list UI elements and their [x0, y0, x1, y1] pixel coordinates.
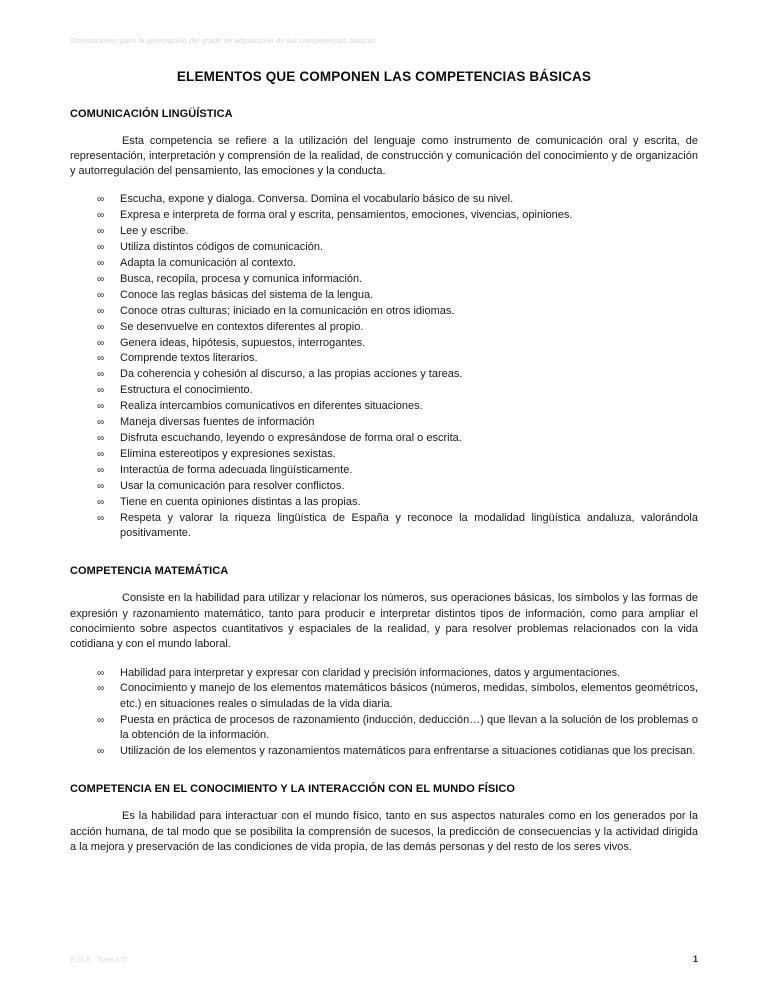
- list-item: [70, 431, 698, 446]
- list-item-label: Habilidad para interpretar y expresar con claridad y precisión informaciones, datos y argumentaciones.: [120, 666, 621, 679]
- infinity-bullet-icon: ∞: [97, 385, 105, 397]
- list-item-label: Conoce las reglas básicas del sistema de la lengua.: [120, 288, 374, 301]
- list-item-label: Comprende textos literarios.: [120, 352, 258, 365]
- infinity-bullet-icon: ∞: [97, 273, 105, 285]
- list-item: [70, 367, 698, 382]
- list-item: [70, 351, 698, 366]
- list-item-label: Maneja diversas fuentes de información: [120, 416, 315, 429]
- infinity-bullet-icon: ∞: [97, 714, 105, 726]
- list-item-label: Conoce otras culturas; iniciado en la comunicación en otros idiomas.: [120, 304, 455, 317]
- list-item-label: Adapta la comunicación al contexto.: [120, 257, 297, 270]
- list-item-label: Da coherencia y cohesión al discurso, a las propias acciones y tareas.: [120, 368, 463, 381]
- list-item-label: Genera ideas, hipótesis, supuestos, interrogantes.: [120, 336, 366, 349]
- infinity-bullet-icon: ∞: [97, 683, 105, 695]
- infinity-bullet-icon: ∞: [97, 746, 105, 758]
- infinity-bullet-icon: ∞: [97, 242, 105, 254]
- list-item: [70, 192, 698, 207]
- list-item-label: Utiliza distintos códigos de comunicación.: [120, 241, 323, 254]
- infinity-bullet-icon: ∞: [97, 417, 105, 429]
- footer-organization-label: E.O.E. "Sierra II": [70, 955, 129, 964]
- list-item: [70, 713, 698, 744]
- list-item: [70, 224, 698, 239]
- footer-page-number: 1: [692, 954, 698, 964]
- infinity-bullet-icon: ∞: [97, 401, 105, 413]
- list-item: [70, 399, 698, 414]
- list-item-label: Disfruta escuchando, leyendo o expresándose de forma oral o escrita.: [120, 431, 462, 444]
- list-item-label: Utilización de los elementos y razonamientos matemáticos para enfrentarse a situaciones cotidianas que los precisan.: [120, 745, 696, 758]
- list-item: [70, 320, 698, 335]
- list-item: [70, 511, 698, 542]
- infinity-bullet-icon: ∞: [97, 321, 105, 333]
- list-item-label: Respeta y valorar la riqueza lingüística de España y reconoce la modalidad lingüística andaluza, valorándola positivamente.: [120, 511, 698, 539]
- section-heading-conocimiento-interaccion-mundo-fisico: COMPETENCIA EN EL CONOCIMIENTO Y LA INTERACCIÓN CON EL MUNDO FÍSICO: [70, 783, 515, 796]
- bullet-list-competencia-matematica: [70, 666, 698, 760]
- list-item: [70, 304, 698, 319]
- list-item: [70, 208, 698, 223]
- list-item-label: Estructura el conocimiento.: [120, 384, 253, 397]
- list-item: [70, 415, 698, 430]
- list-item: [70, 666, 698, 681]
- infinity-bullet-icon: ∞: [97, 448, 105, 460]
- infinity-bullet-icon: ∞: [97, 464, 105, 476]
- infinity-bullet-icon: ∞: [97, 337, 105, 349]
- list-item: [70, 681, 698, 712]
- list-item: [70, 383, 698, 398]
- list-item: [70, 256, 698, 271]
- list-item-label: Realiza intercambios comunicativos en diferentes situaciones.: [120, 400, 423, 413]
- infinity-bullet-icon: ∞: [97, 226, 105, 238]
- page-title: ELEMENTOS QUE COMPONEN LAS COMPETENCIAS BÁSICAS: [176, 68, 592, 84]
- list-item: [70, 744, 698, 759]
- list-item: [70, 447, 698, 462]
- list-item: [70, 336, 698, 351]
- infinity-bullet-icon: ∞: [97, 667, 105, 679]
- infinity-bullet-icon: ∞: [97, 194, 105, 206]
- list-item-label: Expresa e interpreta de forma oral y escrita, pensamientos, emociones, vivencias, opiniones.: [120, 209, 573, 222]
- section-paragraph-competencia-matematica: Consiste en la habilidad para utilizar y relacionar los números, sus operaciones básicas, los símbolos y las formas de expresión y razonamiento matemático, tanto para producir e interpretar distintos tipos de información, como para ampliar el conocimiento sobre aspectos cuantitativos y espaciales de la realidad, y para resolver problemas relacionados con la vida cotidiana y con el mundo laboral.: [70, 592, 698, 651]
- infinity-bullet-icon: ∞: [97, 305, 105, 317]
- list-item-label: Conocimiento y manejo de los elementos matemáticos básicos (números, medidas, símbolos, elementos geométricos, etc.) en situaciones reales o simuladas de la vida diaria.: [120, 682, 698, 710]
- section-paragraph-conocimiento-interaccion-mundo-fisico: Es la habilidad para interactuar con el mundo físico, tanto en sus aspectos naturales como en los generados por la acción humana, de tal modo que se posibilita la comprensión de sucesos, la predicción de consecuencias y la actividad dirigida a la mejora y preservación de las condiciones de vida propia, de las demás personas y del resto de los seres vivos.: [70, 810, 698, 854]
- list-item: [70, 240, 698, 255]
- infinity-bullet-icon: ∞: [97, 512, 105, 524]
- list-item-label: Tiene en cuenta opiniones distintas a las propias.: [120, 495, 361, 508]
- list-item-label: Interactúa de forma adecuada lingüísticamente.: [120, 463, 353, 476]
- section-paragraph-comunicacion-linguistica: Esta competencia se refiere a la utilización del lenguaje como instrumento de comunicación oral y escrita, de representación, interpretación y comprensión de la realidad, de construcción y comunicación del conocimiento y de organización y autorregulación del pensamiento, las emociones y la conducta.: [70, 134, 698, 178]
- section-heading-competencia-matematica: COMPETENCIA MATEMÁTICA: [70, 565, 229, 578]
- list-item: [70, 479, 698, 494]
- infinity-bullet-icon: ∞: [97, 353, 105, 365]
- list-item: [70, 288, 698, 303]
- list-item-label: Usar la comunicación para resolver conflictos.: [120, 479, 345, 492]
- list-item: [70, 495, 698, 510]
- infinity-bullet-icon: ∞: [97, 258, 105, 270]
- list-item-label: Puesta en práctica de procesos de razonamiento (inducción, deducción…) que llevan a la solución de los problemas o la obtención de la información.: [120, 713, 698, 742]
- list-item-label: Se desenvuelve en contextos diferentes al propio.: [120, 320, 364, 333]
- section-heading-comunicacion-linguistica: COMUNICACIÓN LINGÜÍSTICA: [70, 107, 233, 120]
- infinity-bullet-icon: ∞: [97, 210, 105, 222]
- infinity-bullet-icon: ∞: [97, 496, 105, 508]
- infinity-bullet-icon: ∞: [97, 480, 105, 492]
- bullet-list-comunicacion-linguistica: [70, 192, 698, 541]
- list-item-label: Lee y escribe.: [120, 225, 189, 238]
- list-item-label: Elimina estereotipos y expresiones sexistas.: [120, 447, 336, 460]
- list-item-label: Busca, recopila, procesa y comunica información.: [120, 272, 363, 285]
- list-item: [70, 272, 698, 287]
- infinity-bullet-icon: ∞: [97, 289, 105, 301]
- list-item: [70, 463, 698, 478]
- page-footer: [70, 954, 698, 964]
- infinity-bullet-icon: ∞: [97, 432, 105, 444]
- list-item-label: Escucha, expone y dialoga. Conversa. Domina el vocabulario básico de su nivel.: [120, 193, 514, 206]
- infinity-bullet-icon: ∞: [97, 369, 105, 381]
- running-header: Orientaciones para la apreciación del grado de adquisición de las competencias básicas: [70, 36, 376, 45]
